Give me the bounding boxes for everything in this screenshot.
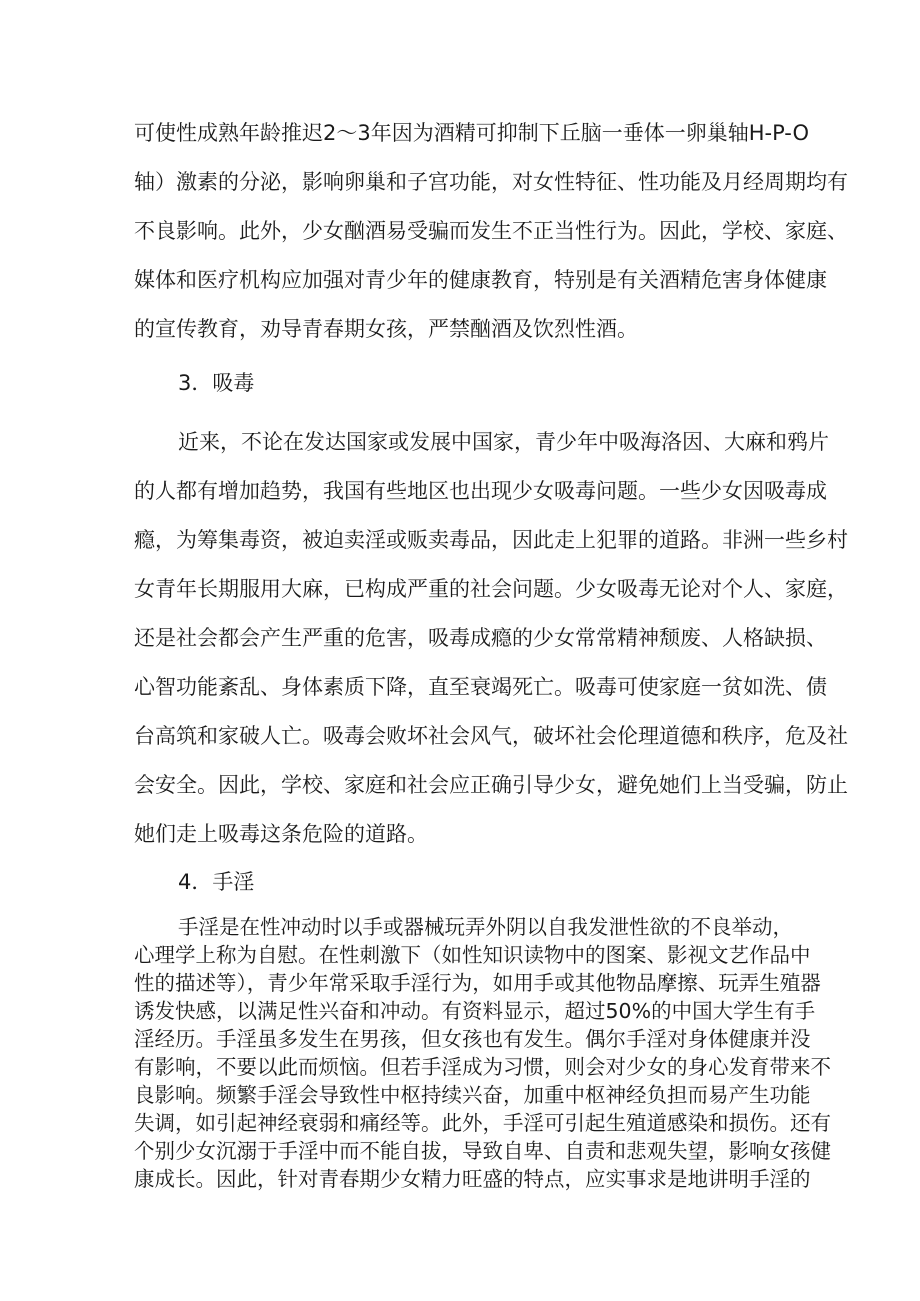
paragraph-2-line: 的人都有增加趋势，我国有些地区也出现少女吸毒问题。一些少女因吸毒成 [134, 479, 827, 503]
paragraph-3-line: 性的描述等），青少年常采取手淫行为，如用手或其他物品摩擦、玩弄生殖器 [134, 971, 821, 995]
paragraph-2-line: 会安全。因此，学校、家庭和社会应正确引导少女，避免她们上当受骗，防止 [134, 773, 848, 797]
paragraph-2-line: 女青年长期服用大麻，已构成严重的社会问题。少女吸毒无论对个人、家庭， [134, 577, 848, 601]
paragraph-1-line: 的宣传教育，劝导青春期女孩，严禁酗酒及饮烈性酒。 [134, 317, 638, 341]
paragraph-3-line: 有影响，不要以此而烦恼。但若手淫成为习惯，则会对少女的身心发育带来不 [134, 1055, 831, 1079]
paragraph-3-line: 心理学上称为自慰。在性刺激下（如性知识读物中的图案、影视文艺作品中 [134, 943, 811, 967]
paragraph-2-line: 还是社会都会产生严重的危害，吸毒成瘾的少女常常精神颓废、人格缺损、 [134, 626, 827, 650]
paragraph-1-line: 媒体和医疗机构应加强对青少年的健康教育，特别是有关酒精危害身体健康 [134, 268, 827, 292]
paragraph-1-line: 轴）激素的分泌，影响卵巢和子宫功能，对女性特征、性功能及月经周期均有 [134, 170, 848, 194]
paragraph-2-line: 她们走上吸毒这条危险的道路。 [134, 822, 428, 846]
paragraph-2-line: 近来，不论在发达国家或发展中国家，青少年中吸海洛因、大麻和鸦片 [178, 430, 829, 454]
paragraph-3-line: 个别少女沉溺于手淫中而不能自拔，导致自卑、自责和悲观失望，影响女孩健 [134, 1139, 831, 1163]
paragraph-1-line: 不良影响。此外，少女酗酒易受骗而发生不正当性行为。因此，学校、家庭、 [134, 219, 848, 243]
paragraph-3-line: 失调，如引起神经衰弱和痛经等。此外，手淫可引起生殖道感染和损伤。还有 [134, 1111, 831, 1135]
paragraph-3-line: 淫经历。手淫虽多发生在男孩，但女孩也有发生。偶尔手淫对身体健康并没 [134, 1027, 811, 1051]
paragraph-3-line: 诱发快感，以满足性兴奋和冲动。有资料显示，超过50%的中国大学生有手 [134, 999, 816, 1023]
paragraph-1-line: 可使性成熟年龄推迟2～3年因为酒精可抑制下丘脑一垂体一卵巢轴H-P-O [134, 121, 809, 145]
section-heading-4: 4．手淫 [178, 870, 255, 894]
paragraph-3-line: 良影响。频繁手淫会导致性中枢持续兴奋，加重中枢神经负担而易产生功能 [134, 1083, 811, 1107]
paragraph-2-line: 心智功能紊乱、身体素质下降，直至衰竭死亡。吸毒可使家庭一贫如洗、债 [134, 675, 827, 699]
section-heading-3: 3．吸毒 [178, 371, 255, 395]
paragraph-3-line: 手淫是在性冲动时以手或器械玩弄外阴以自我发泄性欲的不良举动， [178, 915, 793, 939]
paragraph-2-line: 瘾，为筹集毒资，被迫卖淫或贩卖毒品，因此走上犯罪的道路。非洲一些乡村 [134, 528, 848, 552]
paragraph-2-line: 台高筑和家破人亡。吸毒会败坏社会风气，破坏社会伦理道德和秩序，危及社 [134, 724, 848, 748]
paragraph-3-line: 康成长。因此，针对青春期少女精力旺盛的特点，应实事求是地讲明手淫的 [134, 1167, 811, 1191]
